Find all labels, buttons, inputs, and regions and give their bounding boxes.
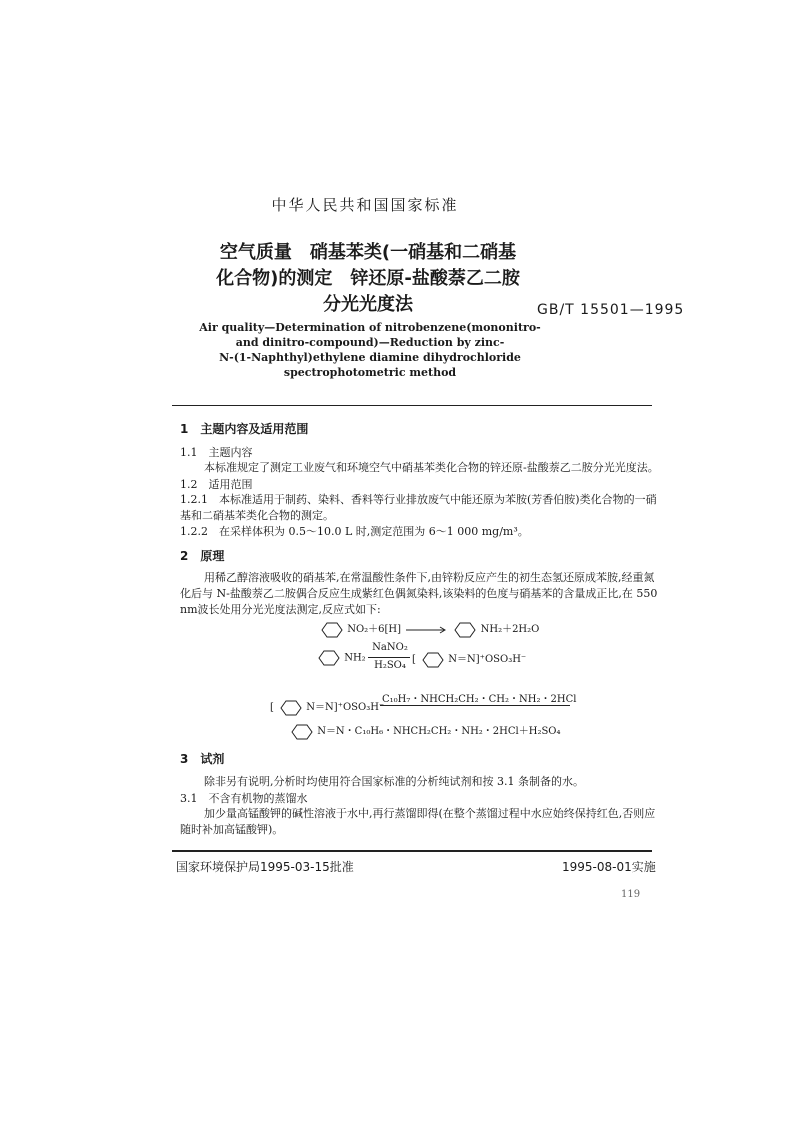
english-title-line-1: Air quality—Determination of nitrobenzene(mononitro-: [199, 321, 541, 334]
section-2-heading: 2 原理: [180, 549, 225, 563]
section-3-heading: 3 试剂: [180, 752, 225, 766]
equation-2-product: [412, 650, 526, 668]
section-3-1-text: 加少量高锰酸钾的碱性溶液于水中,再行蒸馏即得(在整个蒸馏过程中水应始终保持红色,否则应随时补加高锰酸钾)。: [180, 807, 656, 836]
equation-3-reactant: N＝N]⁺OSO₃H⁻: [306, 702, 385, 713]
benzene-ring-icon: [451, 622, 477, 638]
section-3-text: 除非另有说明,分析时均使用符合国家标准的分析纯试剂和按 3.1 条制备的水。: [204, 775, 584, 788]
equation-3-arrow: [380, 705, 570, 706]
section-1-2-2-text: 1.2.2 在采样体积为 0.5～10.0 L 时,测定范围为 6～1 000 mg/m³。: [180, 525, 529, 538]
section-3-1-heading: 3.1 不含有机物的蒸馏水: [180, 792, 308, 805]
equation-1-right: NH₂＋2H₂O: [480, 624, 540, 635]
footer-divider: [172, 850, 652, 852]
chinese-title-line-1: 空气质量 硝基苯类(一硝基和二硝基: [219, 242, 517, 263]
section-1-2-heading: 1.2 适用范围: [180, 478, 253, 491]
equation-1: [318, 620, 539, 638]
benzene-ring-icon: [315, 650, 341, 666]
chinese-title-line-3: 分光光度法: [323, 294, 413, 315]
equation-3-product: N＝N・C₁₀H₆・NHCH₂CH₂・NH₂・2HCl＋H₂SO₄: [317, 726, 561, 737]
benzene-ring-icon: [288, 724, 314, 740]
implementation-date: 1995-08-01实施: [562, 860, 656, 874]
benzene-ring-icon: [277, 700, 303, 716]
english-title-line-2: and dinitro-compound)—Reduction by zinc-: [235, 336, 505, 349]
chinese-title-line-2: 化合物)的测定 锌还原-盐酸萘乙二胺: [216, 268, 520, 289]
standard-code: GB/T 15501—1995: [537, 302, 685, 318]
page-number: 119: [621, 889, 641, 900]
section-1-1-text: 本标准规定了测定工业废气和环境空气中硝基苯类化合物的锌还原-盐酸萘乙二胺分光光度法。: [204, 461, 659, 474]
equation-2-arrow: [368, 657, 410, 658]
equation-2-reagent-below: H₂SO₄: [374, 660, 406, 671]
equation-3-product-line: [288, 722, 561, 740]
national-standard-title: 中华人民共和国国家标准: [271, 196, 459, 214]
section-1-heading: 1 主题内容及适用范围: [180, 422, 309, 436]
equation-3-bracket: [: [270, 702, 274, 713]
equation-2-left: NH₂: [344, 652, 366, 664]
approval-date: 国家环境保护局1995-03-15批准: [176, 860, 354, 874]
section-1-2-1-text: 1.2.1 本标准适用于制药、染料、香料等行业排放废气中能还原为苯胺(芳香伯胺)类化合物的一硝基和二硝基苯类化合物的测定。: [180, 493, 657, 522]
benzene-ring-icon: [318, 622, 344, 638]
english-title-line-3: N-(1-Naphthyl)ethylene diamine dihydrochloride: [219, 351, 521, 364]
equation-2: [315, 650, 366, 666]
english-title-line-4: spectrophotometric method: [283, 366, 457, 379]
equation-3-left: [270, 698, 384, 716]
equation-3-reagent-above: C₁₀H₇・NHCH₂CH₂・CH₂・NH₂・2HCl: [382, 694, 577, 705]
section-2-text: 用稀乙醇溶液吸收的硝基苯,在常温酸性条件下,由锌粉反应产生的初生态氢还原成苯胺,经重氮化后与 N-盐酸萘乙二胺偶合反应生成紫红色偶氮染料,该染料的色度与硝基苯的含量成正比,在 550 nm波长处用分光光度法测定,反应式如下:: [180, 571, 658, 616]
equation-1-left: NO₂＋6[H]: [347, 624, 402, 635]
section-1-1-heading: 1.1 主题内容: [180, 446, 253, 459]
header-divider: [172, 405, 652, 406]
equation-2-bracket: [: [412, 654, 416, 665]
benzene-ring-icon: [419, 652, 445, 668]
arrow-icon: [404, 625, 448, 635]
equation-2-right: N＝N]⁺OSO₃H⁻: [448, 654, 527, 665]
equation-2-reagent-above: NaNO₂: [372, 642, 408, 653]
